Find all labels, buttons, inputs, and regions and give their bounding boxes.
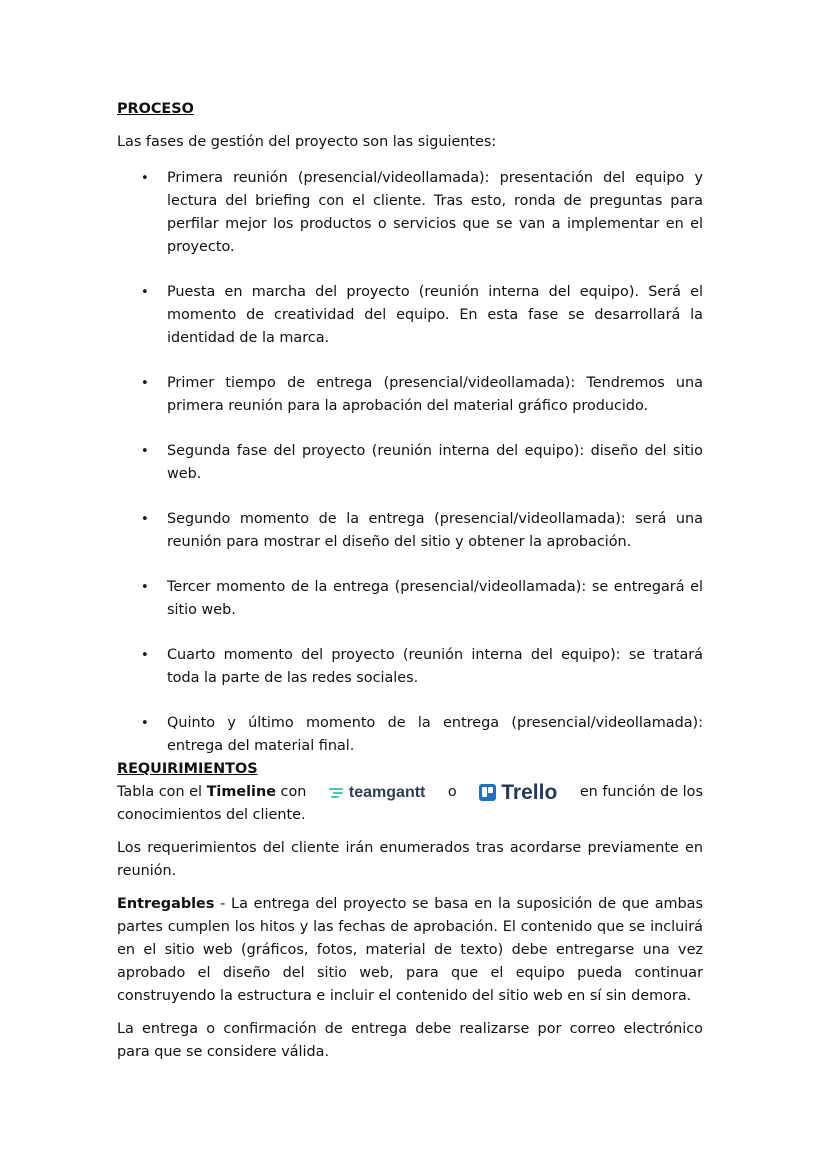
list-item <box>117 372 703 418</box>
entregables-label: Entregables <box>117 896 215 912</box>
document-body <box>117 98 703 1064</box>
proceso-intro: Las fases de gestión del proyecto son las siguientes: <box>117 134 497 150</box>
requirimientos-para-1: Los requerimientos del cliente irán enumerados tras acordarse previamente en reunión. <box>117 840 703 879</box>
timeline-suffix: en función de los <box>579 784 703 800</box>
section-heading-requirimientos: REQUIRIMIENTOS <box>117 761 258 777</box>
teamgantt-logo-text: teamgantt <box>348 784 426 801</box>
trello-logo-text: Trello <box>501 781 558 804</box>
bullet-icon: • <box>141 285 149 300</box>
bullet-icon: • <box>141 648 149 663</box>
list-item-text: Puesta en marcha del proyecto (reunión interna del equipo). Será el momento de creatividad del equipo. En esta fase se desarrollará la identidad de la marca. <box>167 284 703 346</box>
list-item-text: Segunda fase del proyecto (reunión interna del equipo): diseño del sitio web. <box>167 443 703 482</box>
teamgantt-icon <box>329 787 345 799</box>
list-item <box>117 281 703 350</box>
phase-list <box>117 167 703 758</box>
bullet-icon: • <box>141 444 149 459</box>
timeline-con: con <box>280 784 307 800</box>
entregables-paragraph <box>117 893 703 1008</box>
timeline-bold: Timeline <box>206 784 276 800</box>
list-item <box>117 576 703 622</box>
list-item-text: Primera reunión (presencial/videollamada): presentación del equipo y lectura del briefing con el cliente. Tras esto, ronda de preguntas para perfilar mejor los productos o servicios que se van a implementar en el proyecto. <box>167 170 703 255</box>
list-item-text: Segundo momento de la entrega (presencial/videollamada): será una reunión para mostrar el diseño del sitio y obtener la aprobación. <box>167 511 703 550</box>
bullet-icon: • <box>141 580 149 595</box>
bullet-icon: • <box>141 716 149 731</box>
list-item-text: Tercer momento de la entrega (presencial/videollamada): se entregará el sitio web. <box>167 579 703 618</box>
requirimientos-para-3: La entrega o confirmación de entrega debe realizarse por correo electrónico para que se considere válida. <box>117 1021 703 1060</box>
timeline-or: o <box>447 784 457 800</box>
list-item <box>117 712 703 758</box>
list-item <box>117 508 703 554</box>
teamgantt-logo <box>329 781 425 804</box>
timeline-line-2: conocimientos del cliente. <box>117 807 306 823</box>
section-heading-proceso: PROCESO <box>117 101 194 117</box>
list-item-text: Primer tiempo de entrega (presencial/videollamada): Tendremos una primera reunión para la aprobación del material gráfico producido. <box>167 375 703 414</box>
list-item <box>117 167 703 259</box>
timeline-prefix-text: Tabla con el <box>117 784 203 800</box>
list-item <box>117 644 703 690</box>
timeline-line <box>117 781 703 804</box>
timeline-prefix <box>117 781 306 804</box>
list-item <box>117 440 703 486</box>
bullet-icon: • <box>141 376 149 391</box>
trello-icon <box>479 784 496 801</box>
trello-logo <box>479 781 557 804</box>
bullet-icon: • <box>141 171 149 186</box>
bullet-icon: • <box>141 512 149 527</box>
list-item-text: Cuarto momento del proyecto (reunión interna del equipo): se tratará toda la parte de las redes sociales. <box>167 647 703 686</box>
list-item-text: Quinto y último momento de la entrega (presencial/videollamada): entrega del material final. <box>167 715 703 754</box>
entregables-text: - La entrega del proyecto se basa en la suposición de que ambas partes cumplen los hitos y las fechas de aprobación. El contenido que se incluirá en el sitio web (gráficos, fotos, material de texto) debe entregarse una vez aprobado el diseño del sitio web, para que el equipo pueda continuar construyendo la estructura e incluir el contenido del sitio web en sí sin demora. <box>117 896 703 1004</box>
